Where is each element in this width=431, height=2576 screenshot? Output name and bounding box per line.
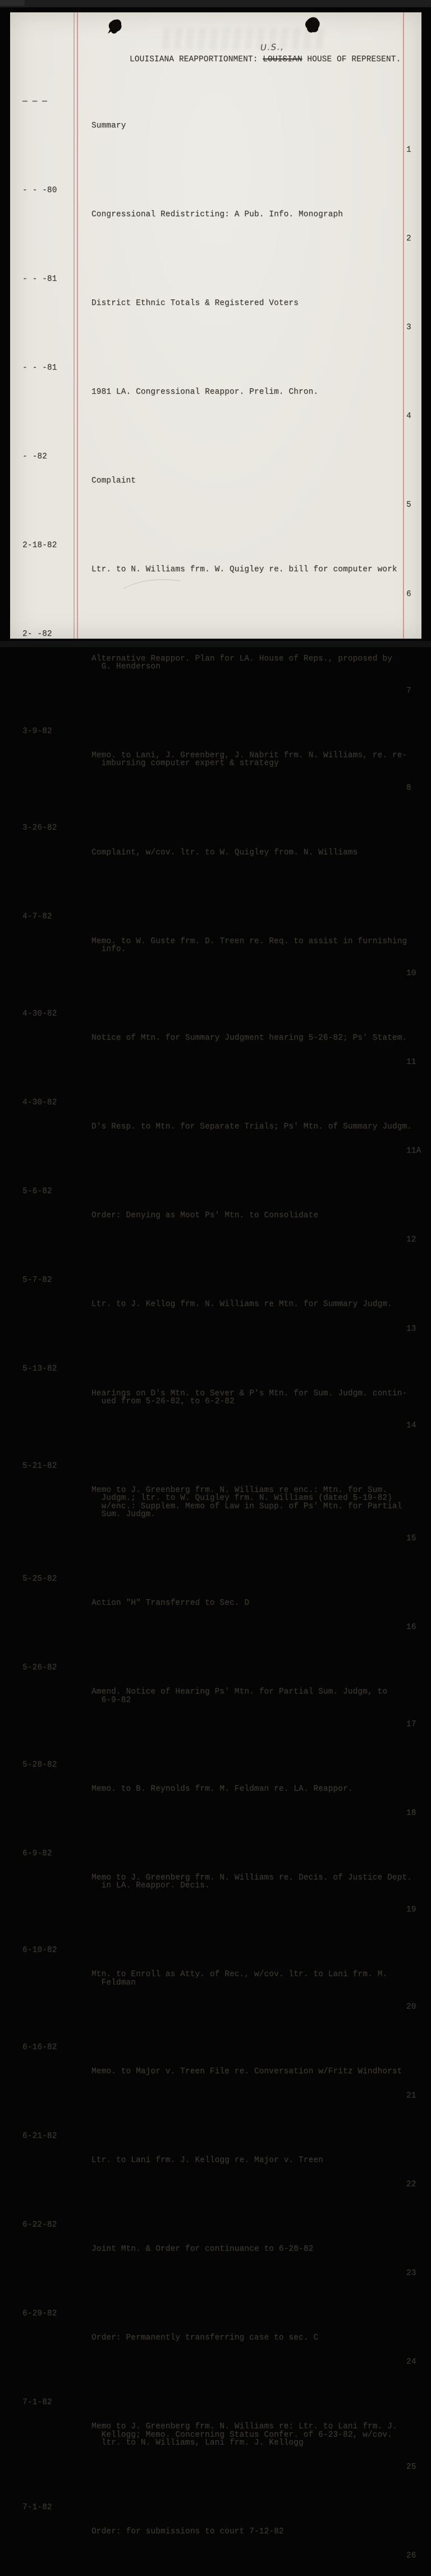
entry-date: 5-6-82 bbox=[22, 1187, 52, 1196]
entry-date: 5-28-82 bbox=[22, 1760, 57, 1769]
entry-description: Ltr. to N. Williams frm. W. Quigley re. bill for computer work bbox=[91, 565, 397, 575]
title-suffix: HOUSE OF REPRESENT. bbox=[302, 55, 401, 64]
entry-page-number: 10 bbox=[406, 969, 416, 978]
index-entry bbox=[10, 275, 421, 332]
entry-description: Order: Denying as Moot Ps' Mtn. to Consolidate bbox=[91, 1211, 319, 1221]
index-entry bbox=[10, 98, 421, 154]
photo-border-corner bbox=[0, 0, 25, 6]
index-entry bbox=[10, 2043, 421, 2100]
entry-description: Memo. to W. Guste frm. D. Treen re. Req. to assist in furnishing info. bbox=[91, 936, 407, 954]
title-prefix: LOUISIANA REAPPORTIONMENT: bbox=[130, 55, 263, 64]
ink-blot-left bbox=[107, 19, 123, 38]
entry-date: - -82 bbox=[22, 452, 47, 462]
index-entry bbox=[10, 1761, 421, 1818]
index-entry bbox=[10, 1664, 421, 1728]
entry-date: 5-25-82 bbox=[22, 1574, 57, 1584]
entry-page-number: 16 bbox=[406, 1623, 416, 1632]
entry-page-number: 24 bbox=[406, 2357, 416, 2367]
entry-date: 5-7-82 bbox=[22, 1276, 52, 1285]
entry-description: Complaint bbox=[91, 476, 136, 486]
bleed-through-smudge bbox=[162, 28, 327, 49]
entry-description: Memo to J. Greenberg frm. N. Williams re enc.: Mtn. for Sum. Judgm.; ltr. to W. Quigley frm. N. Williams (dated 5-19-82) w/enc.: Supplem. Memo of Law in Supp. of Ps' Mtn. for Partial Sum. Judgm. bbox=[91, 1486, 402, 1519]
entry-page-number: 21 bbox=[406, 2091, 416, 2101]
entry-page-number: 6 bbox=[406, 589, 411, 599]
ink-blot-right bbox=[304, 17, 321, 34]
entry-page-number: 19 bbox=[406, 1905, 416, 1915]
entry-page-number: 25 bbox=[406, 2463, 416, 2472]
index-entry bbox=[10, 727, 421, 792]
index-entry bbox=[10, 2310, 421, 2366]
entry-description: Mtn. to Enroll as Atty. of Rec., w/cov. ltr. to Lani frm. M. Feldman bbox=[91, 1970, 388, 1987]
entry-date: 7-1-82 bbox=[22, 2398, 52, 2407]
entry-date: 4-30-82 bbox=[22, 1009, 57, 1018]
index-entry bbox=[10, 1575, 421, 1632]
entry-description: Order: for submissions to court 7-12-82 bbox=[91, 2527, 284, 2537]
entry-date: 2-18-82 bbox=[22, 541, 57, 550]
entry-date: 5-26-82 bbox=[22, 1663, 57, 1673]
entry-description: District Ethnic Totals & Registered Voters bbox=[91, 299, 299, 308]
ink-blot-shape bbox=[107, 19, 123, 38]
entry-date: - - -80 bbox=[22, 185, 57, 195]
entry-page-number: 20 bbox=[406, 2002, 416, 2011]
index-entry bbox=[10, 541, 421, 598]
entry-description: Memo to J. Greenberg frm. N. Williams re: Ltr. to Lani frm. J. Kellogg; Memo. Concerning Status Confer. of 6-23-82, w/cov. ltr. to N. Williams, Lani frm. J. Kellogg bbox=[91, 2422, 397, 2448]
entry-description: Action "H" Transferred to Sec. D bbox=[91, 1599, 250, 1608]
entry-page-number: 23 bbox=[406, 2269, 416, 2278]
entry-date: 4-7-82 bbox=[22, 912, 52, 922]
entry-description: Summary bbox=[91, 121, 126, 130]
entry-page-number: 2 bbox=[406, 234, 411, 244]
index-entry bbox=[10, 1365, 421, 1430]
entry-description: Memo. to B. Reynolds frm. M. Feldman re. LA. Reappor. bbox=[91, 1784, 353, 1794]
entry-page-number: 26 bbox=[406, 2551, 416, 2561]
entry-date: 7-1-82 bbox=[22, 2503, 52, 2513]
index-entry bbox=[10, 913, 421, 977]
entry-date: 6-29-82 bbox=[22, 2309, 57, 2319]
entry-description: Hearings on D's Mtn. to Sever & P's Mtn. for Sum. Judgm. contin- ued from 5-26-82, to 6-2-82 bbox=[91, 1389, 407, 1406]
index-entry bbox=[10, 1276, 421, 1333]
index-entry bbox=[10, 824, 421, 881]
entry-page-number: 17 bbox=[406, 1719, 416, 1729]
entry-page-number: 12 bbox=[406, 1235, 416, 1245]
index-entry bbox=[10, 1187, 421, 1244]
entry-description: Ltr. to Lani frm. J. Kellogg re. Major v. Treen bbox=[91, 2156, 323, 2165]
index-entry bbox=[10, 364, 421, 421]
index-entry bbox=[10, 630, 421, 695]
index-entry bbox=[10, 2132, 421, 2189]
entry-description: Complaint, w/cov. ltr. to W. Quigley from. N. Williams bbox=[91, 848, 358, 857]
entry-page-number: 18 bbox=[406, 1808, 416, 1818]
entry-description: Congressional Redistricting: A Pub. Info. Monograph bbox=[91, 210, 343, 219]
entry-description: Order: Permanently transferring case to sec. C bbox=[91, 2333, 319, 2343]
document-title bbox=[130, 56, 401, 63]
entry-date: 6-22-82 bbox=[22, 2220, 57, 2230]
entry-page-number: 1 bbox=[406, 145, 411, 154]
index-entry bbox=[10, 1462, 421, 1543]
entry-date: 6-9-82 bbox=[22, 1849, 52, 1858]
photo-border-top bbox=[0, 0, 431, 7]
entry-date: — — — bbox=[22, 97, 47, 106]
entry-date: 5-13-82 bbox=[22, 1364, 57, 1374]
index-entries bbox=[10, 81, 421, 2576]
entry-description: Amend. Notice of Hearing Ps' Mtn. for Partial Sum. Judgm, to 6-9-82 bbox=[91, 1687, 388, 1705]
entry-page-number: 11A bbox=[406, 1146, 421, 1156]
entry-description: Memo to J. Greenberg frm. N. Williams re. Decis. of Justice Dept. in LA. Reappor. Decis. bbox=[91, 1873, 412, 1891]
entry-date: 3-9-82 bbox=[22, 726, 52, 736]
entry-page-number: 8 bbox=[406, 783, 411, 793]
entry-description: Alternative Reappor. Plan for LA. House of Reps., proposed by G. Henderson bbox=[91, 654, 392, 671]
entry-page-number: 7 bbox=[406, 686, 411, 696]
index-entry bbox=[10, 2504, 421, 2560]
entry-page-number: 15 bbox=[406, 1534, 416, 1544]
index-entry bbox=[10, 186, 421, 243]
entry-page-number: 22 bbox=[406, 2180, 416, 2190]
handwritten-correction: U.S., bbox=[260, 42, 285, 53]
entry-description: Memo. to Lani, J. Greenberg, J. Nabrit frm. N. Williams, re. re- imbursing computer expert & strategy bbox=[91, 751, 407, 768]
entry-date: 6-16-82 bbox=[22, 2042, 57, 2052]
entry-page-number: 4 bbox=[406, 412, 411, 421]
entry-date: 5-21-82 bbox=[22, 1461, 57, 1471]
index-entry bbox=[10, 1010, 421, 1067]
index-entry bbox=[10, 2221, 421, 2278]
entry-description: Memo. to Major v. Treen File re. Conversation w/Fritz Windhorst bbox=[91, 2067, 402, 2076]
ink-blot-shape bbox=[304, 17, 321, 34]
entry-date: 3-26-82 bbox=[22, 823, 57, 833]
entry-date: - - -81 bbox=[22, 274, 57, 284]
entry-page-number: 11 bbox=[406, 1058, 416, 1067]
entry-description: Notice of Mtn. for Summary Judgment hearing 5-26-82; Ps' Statem. bbox=[91, 1034, 407, 1043]
entry-page-number: 5 bbox=[406, 500, 411, 510]
entry-description: D's Resp. to Mtn. for Separate Trials; Ps' Mtn. of Summary Judgm. bbox=[91, 1122, 412, 1132]
entry-description: Ltr. to J. Kellog frm. N. Williams re Mtn. for Summary Judgm. bbox=[91, 1300, 392, 1309]
entry-date: 6-21-82 bbox=[22, 2131, 57, 2141]
index-entry bbox=[10, 453, 421, 509]
entry-description: 1981 LA. Congressional Reappor. Prelim. Chron. bbox=[91, 388, 319, 397]
entry-date: 4-30-82 bbox=[22, 1098, 57, 1108]
title-struck-word: LOUISIAN bbox=[263, 55, 302, 64]
index-entry bbox=[10, 1099, 421, 1155]
entry-date: 6-10-82 bbox=[22, 1946, 57, 1955]
entry-page-number: 13 bbox=[406, 1324, 416, 1333]
document-page bbox=[10, 12, 421, 2561]
index-entry bbox=[10, 1946, 421, 2011]
entry-page-number: 3 bbox=[406, 323, 411, 333]
entry-date: - - -81 bbox=[22, 363, 57, 373]
entry-description: Joint Mtn. & Order for continuance to 6-28-82 bbox=[91, 2245, 314, 2254]
index-entry bbox=[10, 1850, 421, 1914]
entry-date: 2- -82 bbox=[22, 630, 52, 639]
index-entry bbox=[10, 2398, 421, 2471]
entry-page-number: 14 bbox=[406, 1421, 416, 1431]
